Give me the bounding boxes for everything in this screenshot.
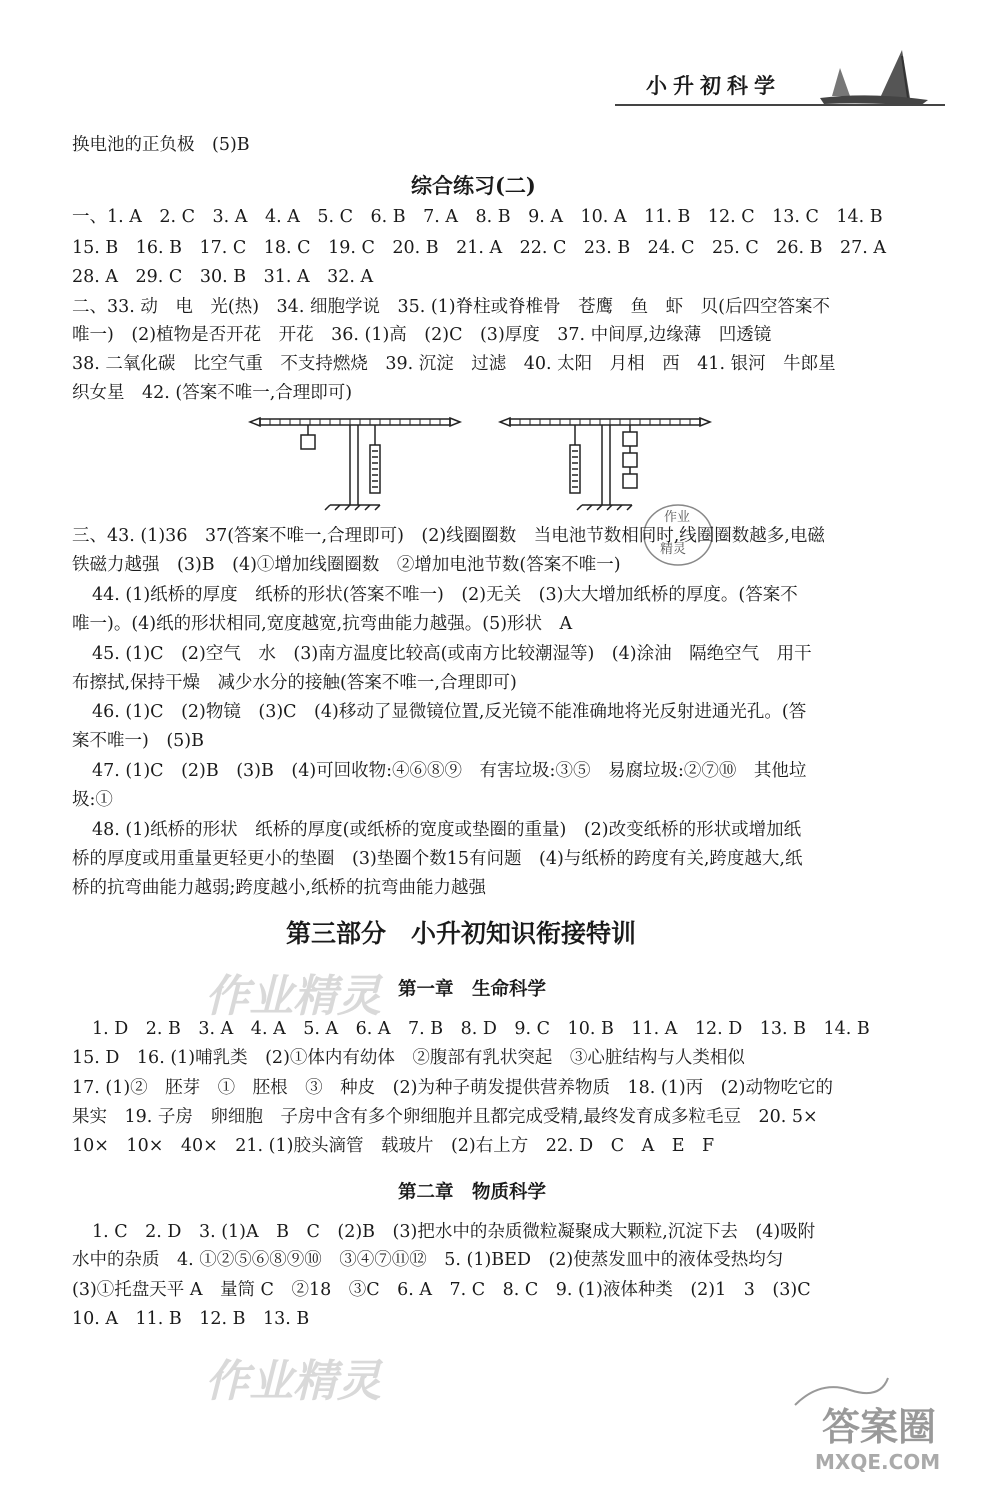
text-line: 47. (1)C (2)B (3)B (4)可回收物:④⑥⑧⑨ 有害垃圾:③⑤ 易腐垃圾:②⑦⑩ 其他垃 xyxy=(92,761,807,781)
text-line: 布擦拭,保持干燥 减少水分的接触(答案不唯一,合理即可) xyxy=(72,673,517,693)
watermark: 作业精灵 xyxy=(205,971,381,1022)
chapter-title: 第一章 生命科学 xyxy=(398,979,547,1000)
stamp-text-bottom: 精灵 xyxy=(660,542,687,557)
site-url: MXQE.COM xyxy=(815,1450,941,1474)
stamp-text-top: 作业 xyxy=(664,510,691,525)
section-title: 综合练习(二) xyxy=(411,173,536,198)
text-line: 17. (1)② 胚芽 ① 胚根 ③ 种皮 (2)为种子萌发提供营养物质 18. (1)丙 (2)动物吃它的 xyxy=(72,1078,833,1098)
text-line: 水中的杂质 4. ①②⑤⑥⑧⑨⑩ ③④⑦⑪⑫ 5. (1)BED (2)使蒸发皿中的液体受热均匀 xyxy=(72,1250,784,1270)
text-line: 换电池的正负极 (5)B xyxy=(72,135,250,155)
text-line: 唯一) (2)植物是否开花 开花 36. (1)高 (2)C (3)厚度 37. 中间厚,边缘薄 凹透镜 xyxy=(72,325,772,345)
text-line: 48. (1)纸桥的形状 纸桥的厚度(或纸桥的宽度或垫圈的重量) (2)改变纸桥的形状或增加纸 xyxy=(92,820,802,840)
watermark: 作业精灵 xyxy=(205,1356,381,1407)
text-line: 唯一)。(4)纸的形状相同,宽度越宽,抗弯曲能力越强。(5)形状 A xyxy=(72,614,573,634)
part-title: 第三部分 小升初知识衔接特训 xyxy=(286,919,637,948)
sailboat-icon xyxy=(810,48,930,110)
text-line: 15. D 16. (1)哺乳类 (2)①体内有幼体 ②腹部有乳状突起 ③心脏结构与人类相似 xyxy=(72,1048,745,1068)
text-line: 案不唯一) (5)B xyxy=(72,731,204,751)
text-line: 桥的抗弯曲能力越弱;跨度越小,纸桥的抗弯曲能力越强 xyxy=(72,878,486,898)
text-line: 28. A 29. C 30. B 31. A 32. A xyxy=(72,267,374,287)
text-line: 38. 二氧化碳 比空气重 不支持燃烧 39. 沉淀 过滤 40. 太阳 月相 西 41. 银河 牛郎星 xyxy=(72,354,836,374)
text-line: 45. (1)C (2)空气 水 (3)南方温度比较高(或南方比较潮湿等) (4)涂油 隔绝空气 用干 xyxy=(92,644,812,664)
text-line: 44. (1)纸桥的厚度 纸桥的形状(答案不唯一) (2)无关 (3)大大增加纸桥的厚度。(答案不 xyxy=(92,585,798,605)
text-line: 铁磁力越强 (3)B (4)①增加线圈圈数 ②增加电池节数(答案不唯一) xyxy=(72,555,621,575)
chapter-title: 第二章 物质科学 xyxy=(398,1182,547,1203)
text-line: 果实 19. 子房 卵细胞 子房中含有多个卵细胞并且都完成受精,最终发育成多粒毛豆 20. 5× xyxy=(72,1107,818,1127)
text-line: 10. A 11. B 12. B 13. B xyxy=(72,1309,310,1329)
text-line: 圾:① xyxy=(72,790,113,810)
text-line: 一、1. A 2. C 3. A 4. A 5. C 6. B 7. A 8. B 9. A 10. A 11. B 12. C 13. C 14. B xyxy=(72,207,883,227)
text-line: 10× 10× 40× 21. (1)胶头滴管 载玻片 (2)右上方 22. D C A E F xyxy=(72,1136,715,1156)
text-line: 桥的厚度或用重量更轻更小的垫圈 (3)垫圈个数15有问题 (4)与纸桥的跨度有关,跨度越大,纸 xyxy=(72,849,803,869)
text-line: 1. C 2. D 3. (1)A B C (2)B (3)把水中的杂质微粒凝聚成大颗粒,沉淀下去 (4)吸附 xyxy=(92,1222,816,1242)
text-line: (3)①托盘天平 A 量筒 C ②18 ③C 6. A 7. C 8. C 9. (1)液体种类 (2)1 3 (3)C xyxy=(72,1280,811,1300)
site-logo: 答案圈 xyxy=(822,1404,937,1449)
header-title: 小升初科学 xyxy=(646,73,781,98)
lever-diagram xyxy=(240,405,720,515)
text-line: 15. B 16. B 17. C 18. C 19. C 20. B 21. A 22. C 23. B 24. C 25. C 26. B 27. A xyxy=(72,238,887,258)
text-line: 三、43. (1)36 37(答案不唯一,合理即可) (2)线圈圈数 当电池节数相同时,线圈圈数越多,电磁 xyxy=(72,526,825,546)
text-line: 织女星 42. (答案不唯一,合理即可) xyxy=(72,383,353,403)
text-line: 46. (1)C (2)物镜 (3)C (4)移动了显微镜位置,反光镜不能准确地将光反射进通光孔。(答 xyxy=(92,702,807,722)
text-line: 二、33. 动 电 光(热) 34. 细胞学说 35. (1)脊柱或脊椎骨 苍鹰 鱼 虾 贝(后四空答案不 xyxy=(72,297,830,317)
text-line: 1. D 2. B 3. A 4. A 5. A 6. A 7. B 8. D 9. C 10. B 11. A 12. D 13. B 14. B xyxy=(92,1019,870,1039)
